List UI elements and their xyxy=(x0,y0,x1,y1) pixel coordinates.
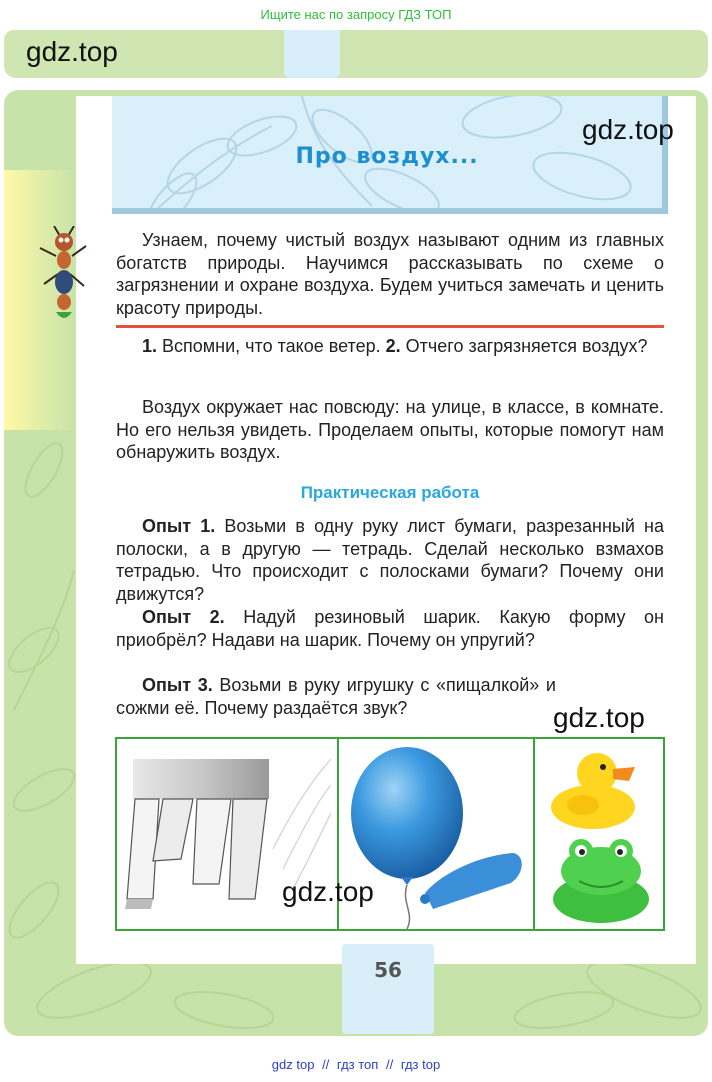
question-number: 1. xyxy=(142,336,158,356)
experiment-1 xyxy=(116,515,664,605)
footer-separator: // xyxy=(322,1057,330,1072)
previous-page-strip xyxy=(4,30,708,78)
divider xyxy=(533,739,535,929)
footer-link[interactable]: гдз top xyxy=(400,1057,441,1072)
top-banner[interactable]: Ищите нас по запросу ГДЗ ТОП xyxy=(0,0,712,30)
watermark: gdz.top xyxy=(282,876,374,907)
question-number: 2. xyxy=(385,336,401,356)
watermark: gdz.top xyxy=(26,36,118,67)
questions-paragraph xyxy=(116,335,664,358)
experiment-text: Надуй резиновый шарик. Какую форму он приобрёл? Надави на шарик. Почему он упругий? xyxy=(116,607,664,650)
experiment-text: Возьми в одну руку лист бумаги, разрезанный на полоски, а в другую — тетрадь. Сделай несколько взмахов тетрадью. Что происходит с полосками бумаги? Почему они движутся? xyxy=(116,516,664,604)
air-paragraph: Воздух окружает нас повсюду: на улице, в классе, в комнате. Но его нельзя увидеть. Проделаем опыты, которые помогут нам обнаружить воздух. xyxy=(116,397,664,463)
divider-line xyxy=(116,325,664,328)
experiment-3 xyxy=(116,674,556,719)
page-number: 56 xyxy=(374,958,402,982)
experiment-2 xyxy=(116,606,664,651)
experiment-label: Опыт 1. xyxy=(142,516,216,536)
practical-work-heading: Практическая работа xyxy=(300,483,480,502)
ant-mascot-icon xyxy=(38,226,90,324)
rubber-frog-icon xyxy=(545,835,657,925)
question-text: Вспомни, что такое ветер. xyxy=(162,336,381,356)
footer-links xyxy=(0,1052,712,1082)
intro-paragraph: Узнаем, почему чистый воздух называют одним из главных богатств природы. Научимся рассказывать по схеме о загрязнении и охране воздуха. Будем учиться замечать и ценить красоту природы. xyxy=(116,230,664,318)
footer-link[interactable]: gdz top xyxy=(271,1057,315,1072)
page-tab xyxy=(284,30,340,78)
experiment-text: Возьми в руку игрушку с «пищалкой» и сожми её. Почему раздаётся звук? xyxy=(116,675,556,718)
footer-link[interactable]: гдз топ xyxy=(336,1057,379,1072)
page-title: Про воздух... xyxy=(295,144,479,169)
rubber-duck-icon xyxy=(541,743,661,835)
experiment-label: Опыт 3. xyxy=(142,675,213,695)
experiment-illustrations xyxy=(115,737,665,931)
question-text: Отчего загрязняется воздух? xyxy=(405,336,648,356)
watermark: gdz.top xyxy=(553,702,645,733)
watermark: gdz.top xyxy=(582,114,674,145)
footer-separator: // xyxy=(385,1057,394,1072)
experiment-label: Опыт 2. xyxy=(142,607,225,627)
